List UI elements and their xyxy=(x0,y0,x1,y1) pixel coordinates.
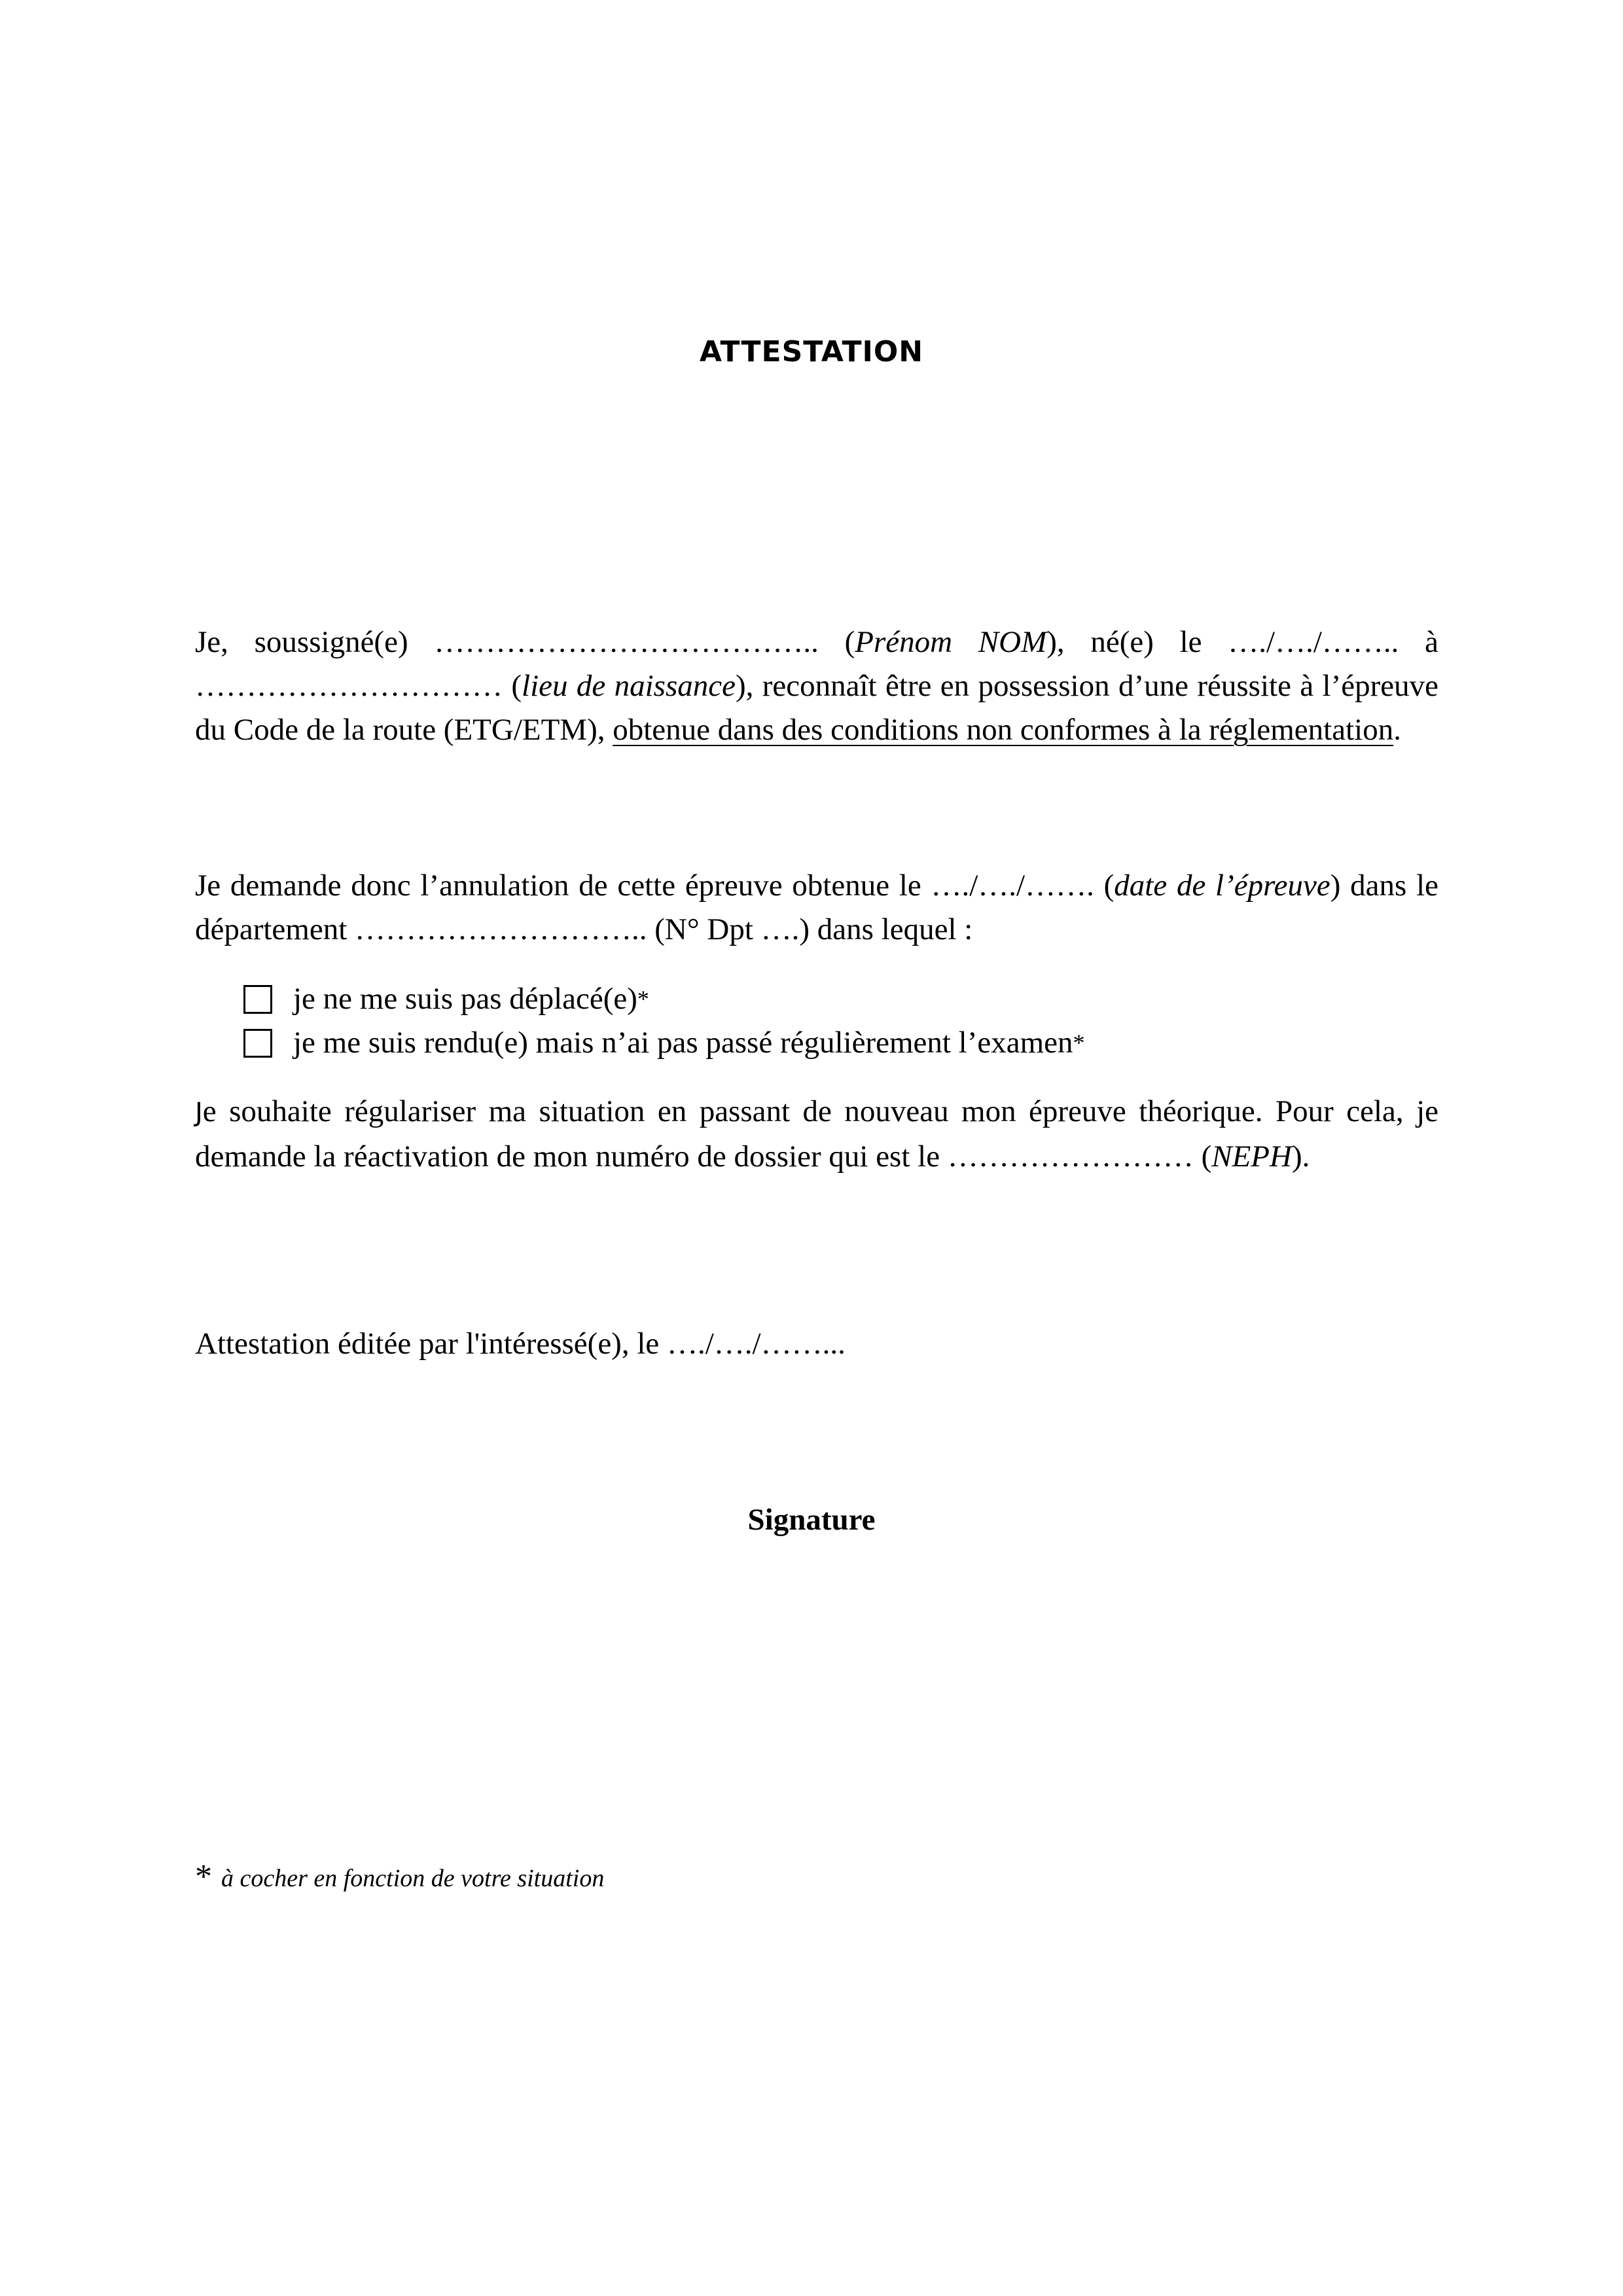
option-label: je ne me suis pas déplacé(e) xyxy=(293,982,637,1016)
option-label: je me suis rendu(e) mais n’ai pas passé régulièrement l’examen xyxy=(293,1026,1073,1060)
signature-label: Signature xyxy=(747,1503,876,1537)
checkbox-irregular-exam[interactable] xyxy=(243,1029,272,1058)
non-conform-statement: obtenue dans des conditions non conformes à la réglementation xyxy=(613,713,1394,747)
checkbox-not-present[interactable] xyxy=(243,985,272,1014)
identity-paragraph: Je, soussigné(e) ……………………………….. (Prénom NOM), né(e) le …./…./…….. à ………………………… (lieu de naissance), reconnaît être en possession d’une réussite à l’épreuve du Code de la route (ETG/ETM), obtenue dans des conditions non conformes à la réglementation. xyxy=(195,625,1438,747)
document-title: ATTESTATION xyxy=(699,335,924,368)
situation-checklist xyxy=(243,977,1421,1065)
issue-date-line: Attestation éditée par l'intéressé(e), le …./…./……... xyxy=(195,1327,846,1361)
footnote-asterisk: * xyxy=(195,1858,212,1895)
cancellation-paragraph: Je demande donc l’annulation de cette épreuve obtenue le …./…./……. (date de l’épreuve) dans le département ……………………….. (N° Dpt ….) dans lequel : xyxy=(195,869,1438,946)
footnote-text: à cocher en fonction de votre situation xyxy=(221,1865,605,1892)
option-irregular-exam[interactable]: je me suis rendu(e) mais n’ai pas passé régulièrement l’examen * xyxy=(243,1021,1421,1065)
footnote xyxy=(195,1857,1242,1896)
reactivation-paragraph: Je souhaite régulariser ma situation en passant de nouveau mon épreuve théorique. Pour cela, je demande la réactivation de mon numéro de dossier qui est le …………………… (NEPH). xyxy=(195,1094,1438,1174)
option-not-present[interactable]: je ne me suis pas déplacé(e) * xyxy=(243,977,1421,1021)
